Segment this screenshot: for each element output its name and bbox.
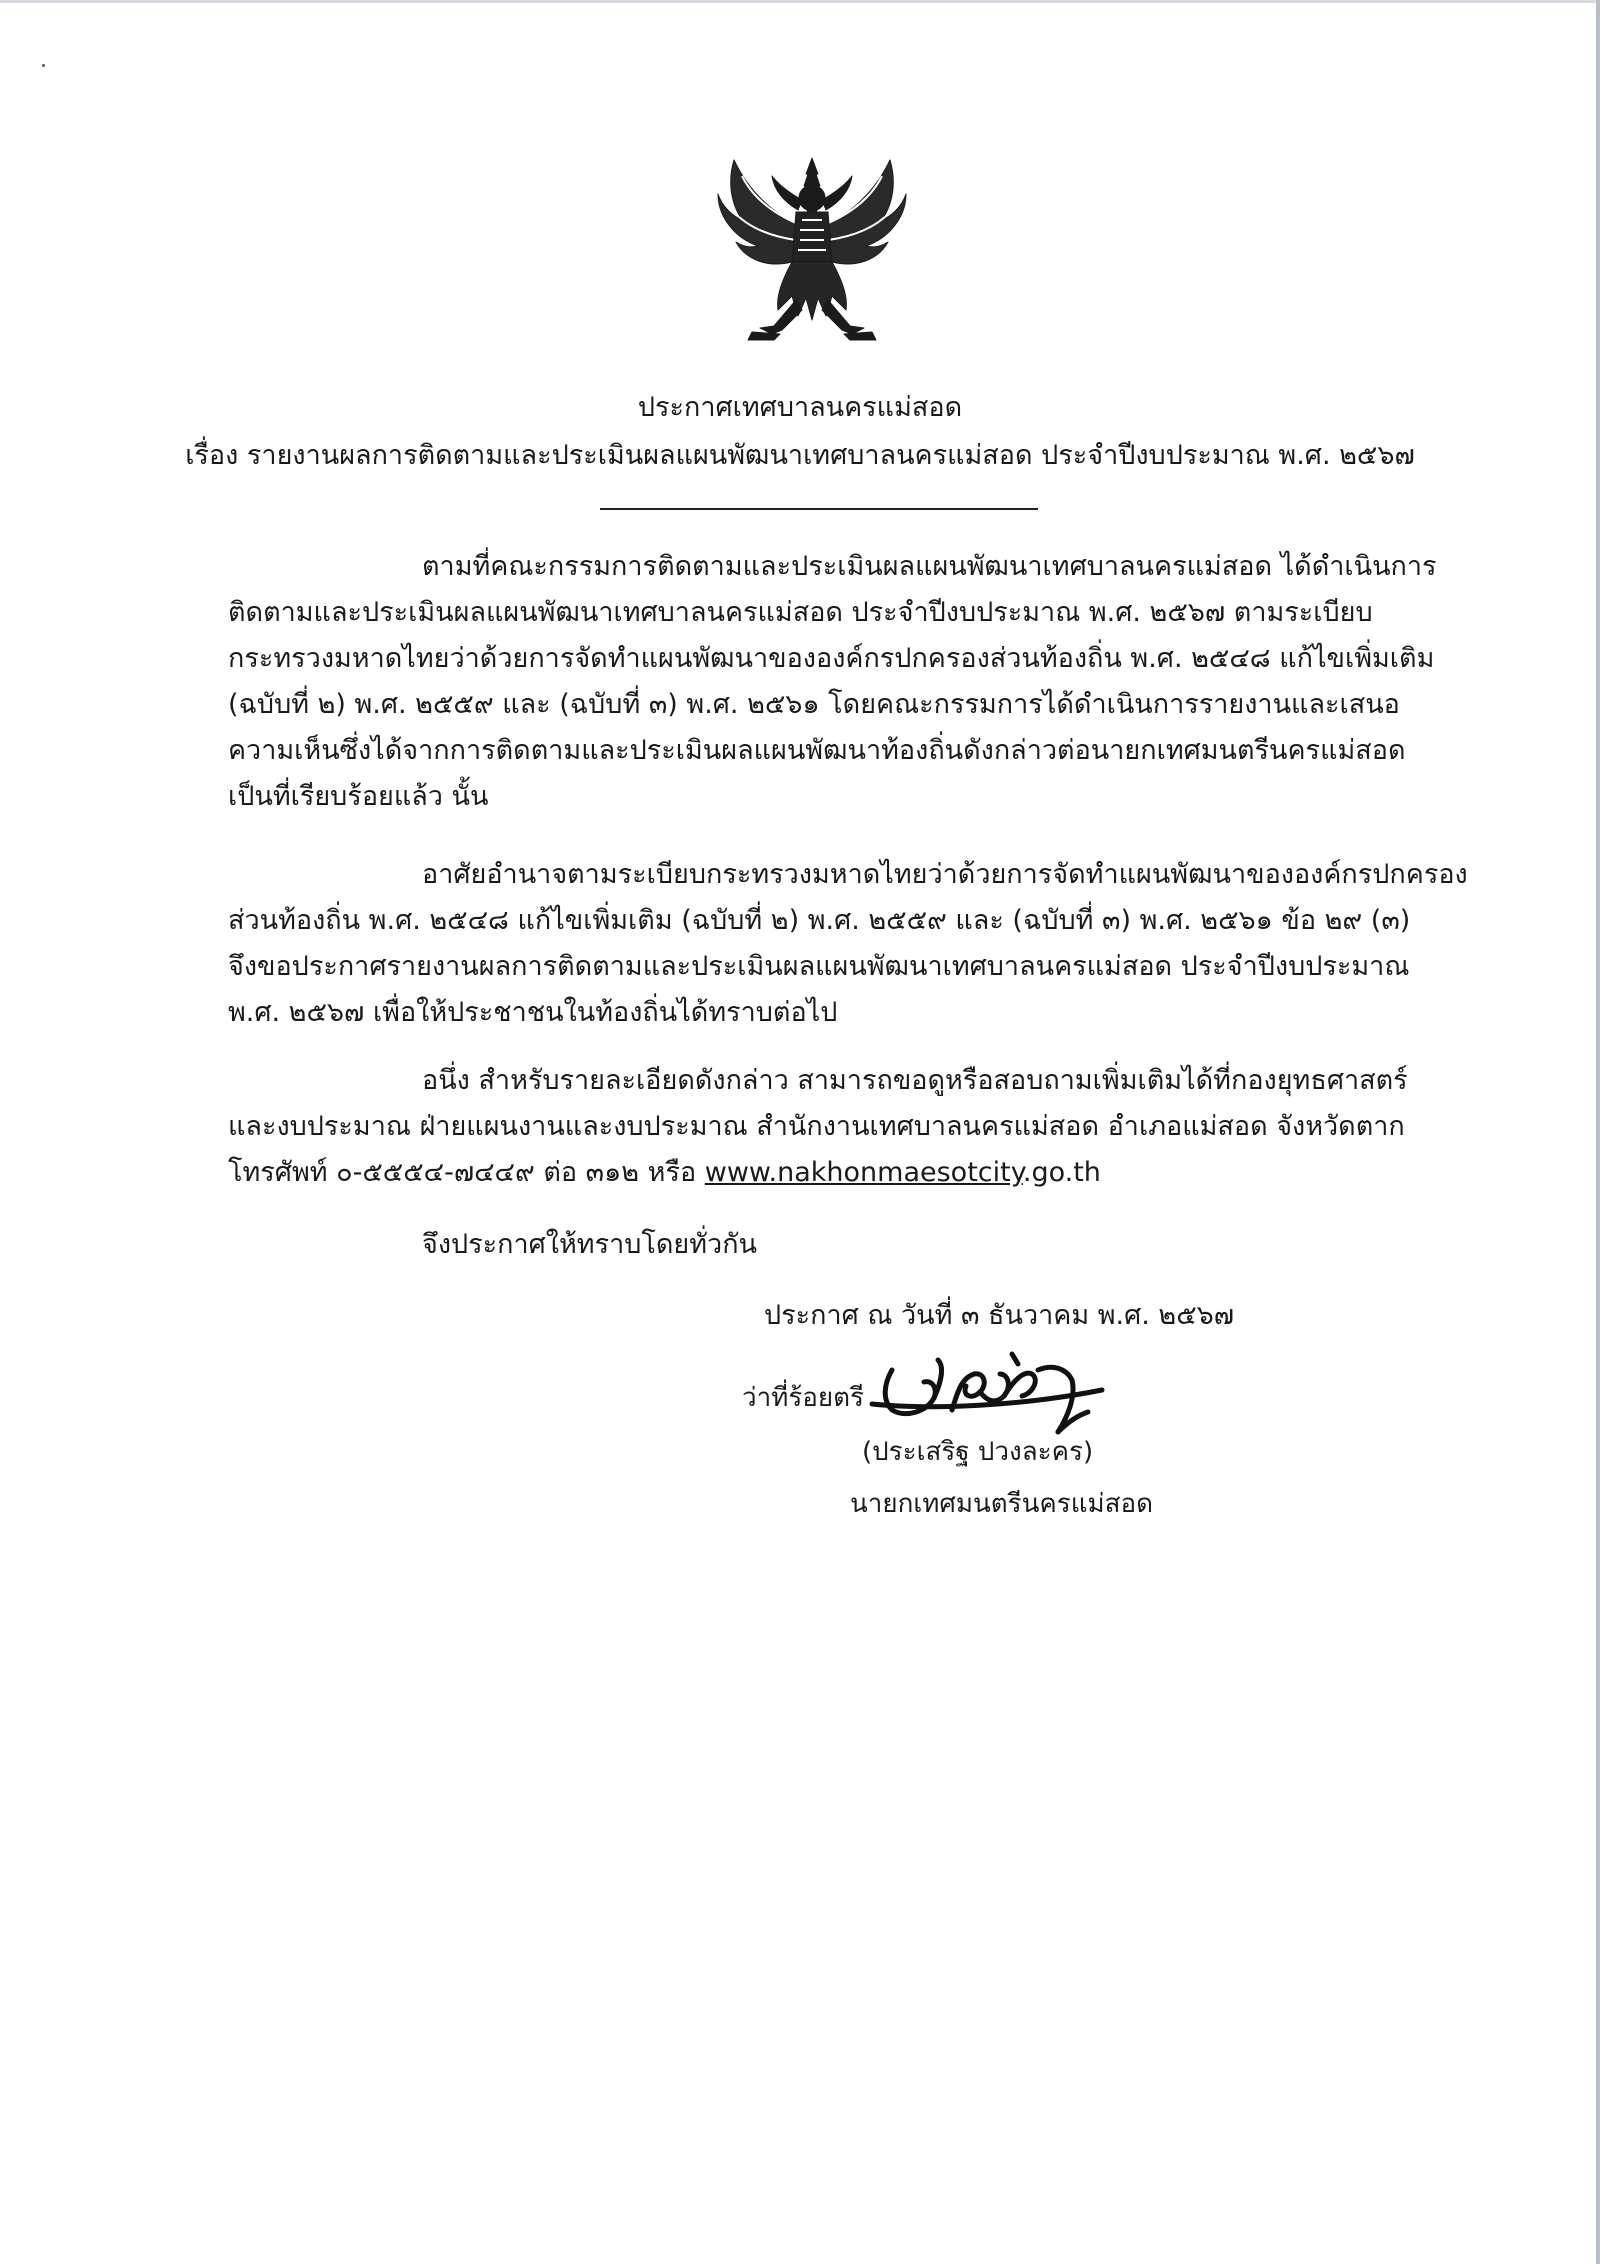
garuda-emblem-icon bbox=[712, 150, 912, 350]
phone-text: โทรศัพท์ ๐-๕๕๕๔-๗๔๔๙ ต่อ ๓๑๒ หรือ bbox=[228, 1157, 705, 1188]
signer-rank: ว่าที่ร้อยตรี bbox=[742, 1383, 865, 1413]
website-link[interactable]: www.nakhonmaesotcity bbox=[704, 1157, 1023, 1188]
title-divider bbox=[600, 508, 1038, 510]
scan-edge-right bbox=[1596, 0, 1600, 2264]
announcement-date: ประกาศ ณ วันที่ ๓ ธันวาคม พ.ศ. ๒๕๖๗ bbox=[764, 1300, 1235, 1331]
scan-speck bbox=[42, 64, 45, 67]
paragraph-2-line: จึงขอประกาศรายงานผลการติดตามและประเมินผลแผนพัฒนาเทศบาลนครแม่สอด ประจำปีงบประมาณ bbox=[228, 951, 1410, 982]
contact-line bbox=[228, 1150, 1448, 1196]
paragraph-2-line: อาศัยอำนาจตามระเบียบกระทรวงมหาดไทยว่าด้วยการจัดทำแผนพัฒนาขององค์กรปกครอง bbox=[422, 859, 1468, 890]
paragraph-1-line: ความเห็นซึ่งได้จากการติดตามและประเมินผลแผนพัฒนาท้องถิ่นดังกล่าวต่อนายกเทศมนตรีนครแม่สอด bbox=[228, 735, 1406, 766]
signer-name: (ประเสริฐ ปวงละคร) bbox=[862, 1437, 1094, 1467]
paragraph-3 bbox=[228, 1058, 1448, 1196]
paragraph-1 bbox=[228, 544, 1448, 820]
scan-edge-top bbox=[0, 0, 1600, 3]
paragraph-1-line: (ฉบับที่ ๒) พ.ศ. ๒๕๕๙ และ (ฉบับที่ ๓) พ.ศ. ๒๕๖๑ โดยคณะกรรมการได้ดำเนินการรายงานและเสนอ bbox=[228, 689, 1400, 720]
paragraph-2-line: พ.ศ. ๒๕๖๗ เพื่อให้ประชาชนในท้องถิ่นได้ทราบต่อไป bbox=[228, 997, 838, 1028]
website-domain-suffix: .go.th bbox=[1022, 1157, 1101, 1188]
paragraph-1-line: เป็นที่เรียบร้อยแล้ว นั้น bbox=[228, 781, 489, 812]
page-title: ประกาศเทศบาลนครแม่สอด bbox=[637, 392, 963, 423]
closing-line: จึงประกาศให้ทราบโดยทั่วกัน bbox=[422, 1229, 757, 1260]
paragraph-2-line: ส่วนท้องถิ่น พ.ศ. ๒๕๔๘ แก้ไขเพิ่มเติม (ฉบับที่ ๒) พ.ศ. ๒๕๕๙ และ (ฉบับที่ ๓) พ.ศ. ๒๕๖๑ ข้อ ๒๙ (๓) bbox=[228, 905, 1411, 936]
closing-paragraph bbox=[228, 1222, 1448, 1268]
paragraph-1-line: ติดตามและประเมินผลแผนพัฒนาเทศบาลนครแม่สอด ประจำปีงบประมาณ พ.ศ. ๒๕๖๗ ตามระเบียบ bbox=[228, 597, 1373, 628]
paragraph-2 bbox=[228, 852, 1468, 1036]
paragraph-1-line: ตามที่คณะกรรมการติดตามและประเมินผลแผนพัฒนาเทศบาลนครแม่สอด ได้ดำเนินการ bbox=[422, 551, 1437, 582]
paragraph-3-line: และงบประมาณ ฝ่ายแผนงานและงบประมาณ สำนักงานเทศบาลนครแม่สอด อำเภอแม่สอด จังหวัดตาก bbox=[228, 1111, 1405, 1142]
subject-line: เรื่อง รายงานผลการติดตามและประเมินผลแผนพัฒนาเทศบาลนครแม่สอด ประจำปีงบประมาณ พ.ศ. ๒๕๖๗ bbox=[185, 440, 1415, 471]
signer-position: นายกเทศมนตรีนครแม่สอด bbox=[850, 1489, 1154, 1519]
paragraph-3-line: อนึ่ง สำหรับรายละเอียดดังกล่าว สามารถขอดูหรือสอบถามเพิ่มเติมได้ที่กองยุทธศาสตร์ bbox=[422, 1065, 1408, 1096]
paragraph-1-line: กระทรวงมหาดไทยว่าด้วยการจัดทำแผนพัฒนาขององค์กรปกครองส่วนท้องถิ่น พ.ศ. ๒๕๔๘ แก้ไขเพิ่มเติม bbox=[228, 643, 1435, 674]
